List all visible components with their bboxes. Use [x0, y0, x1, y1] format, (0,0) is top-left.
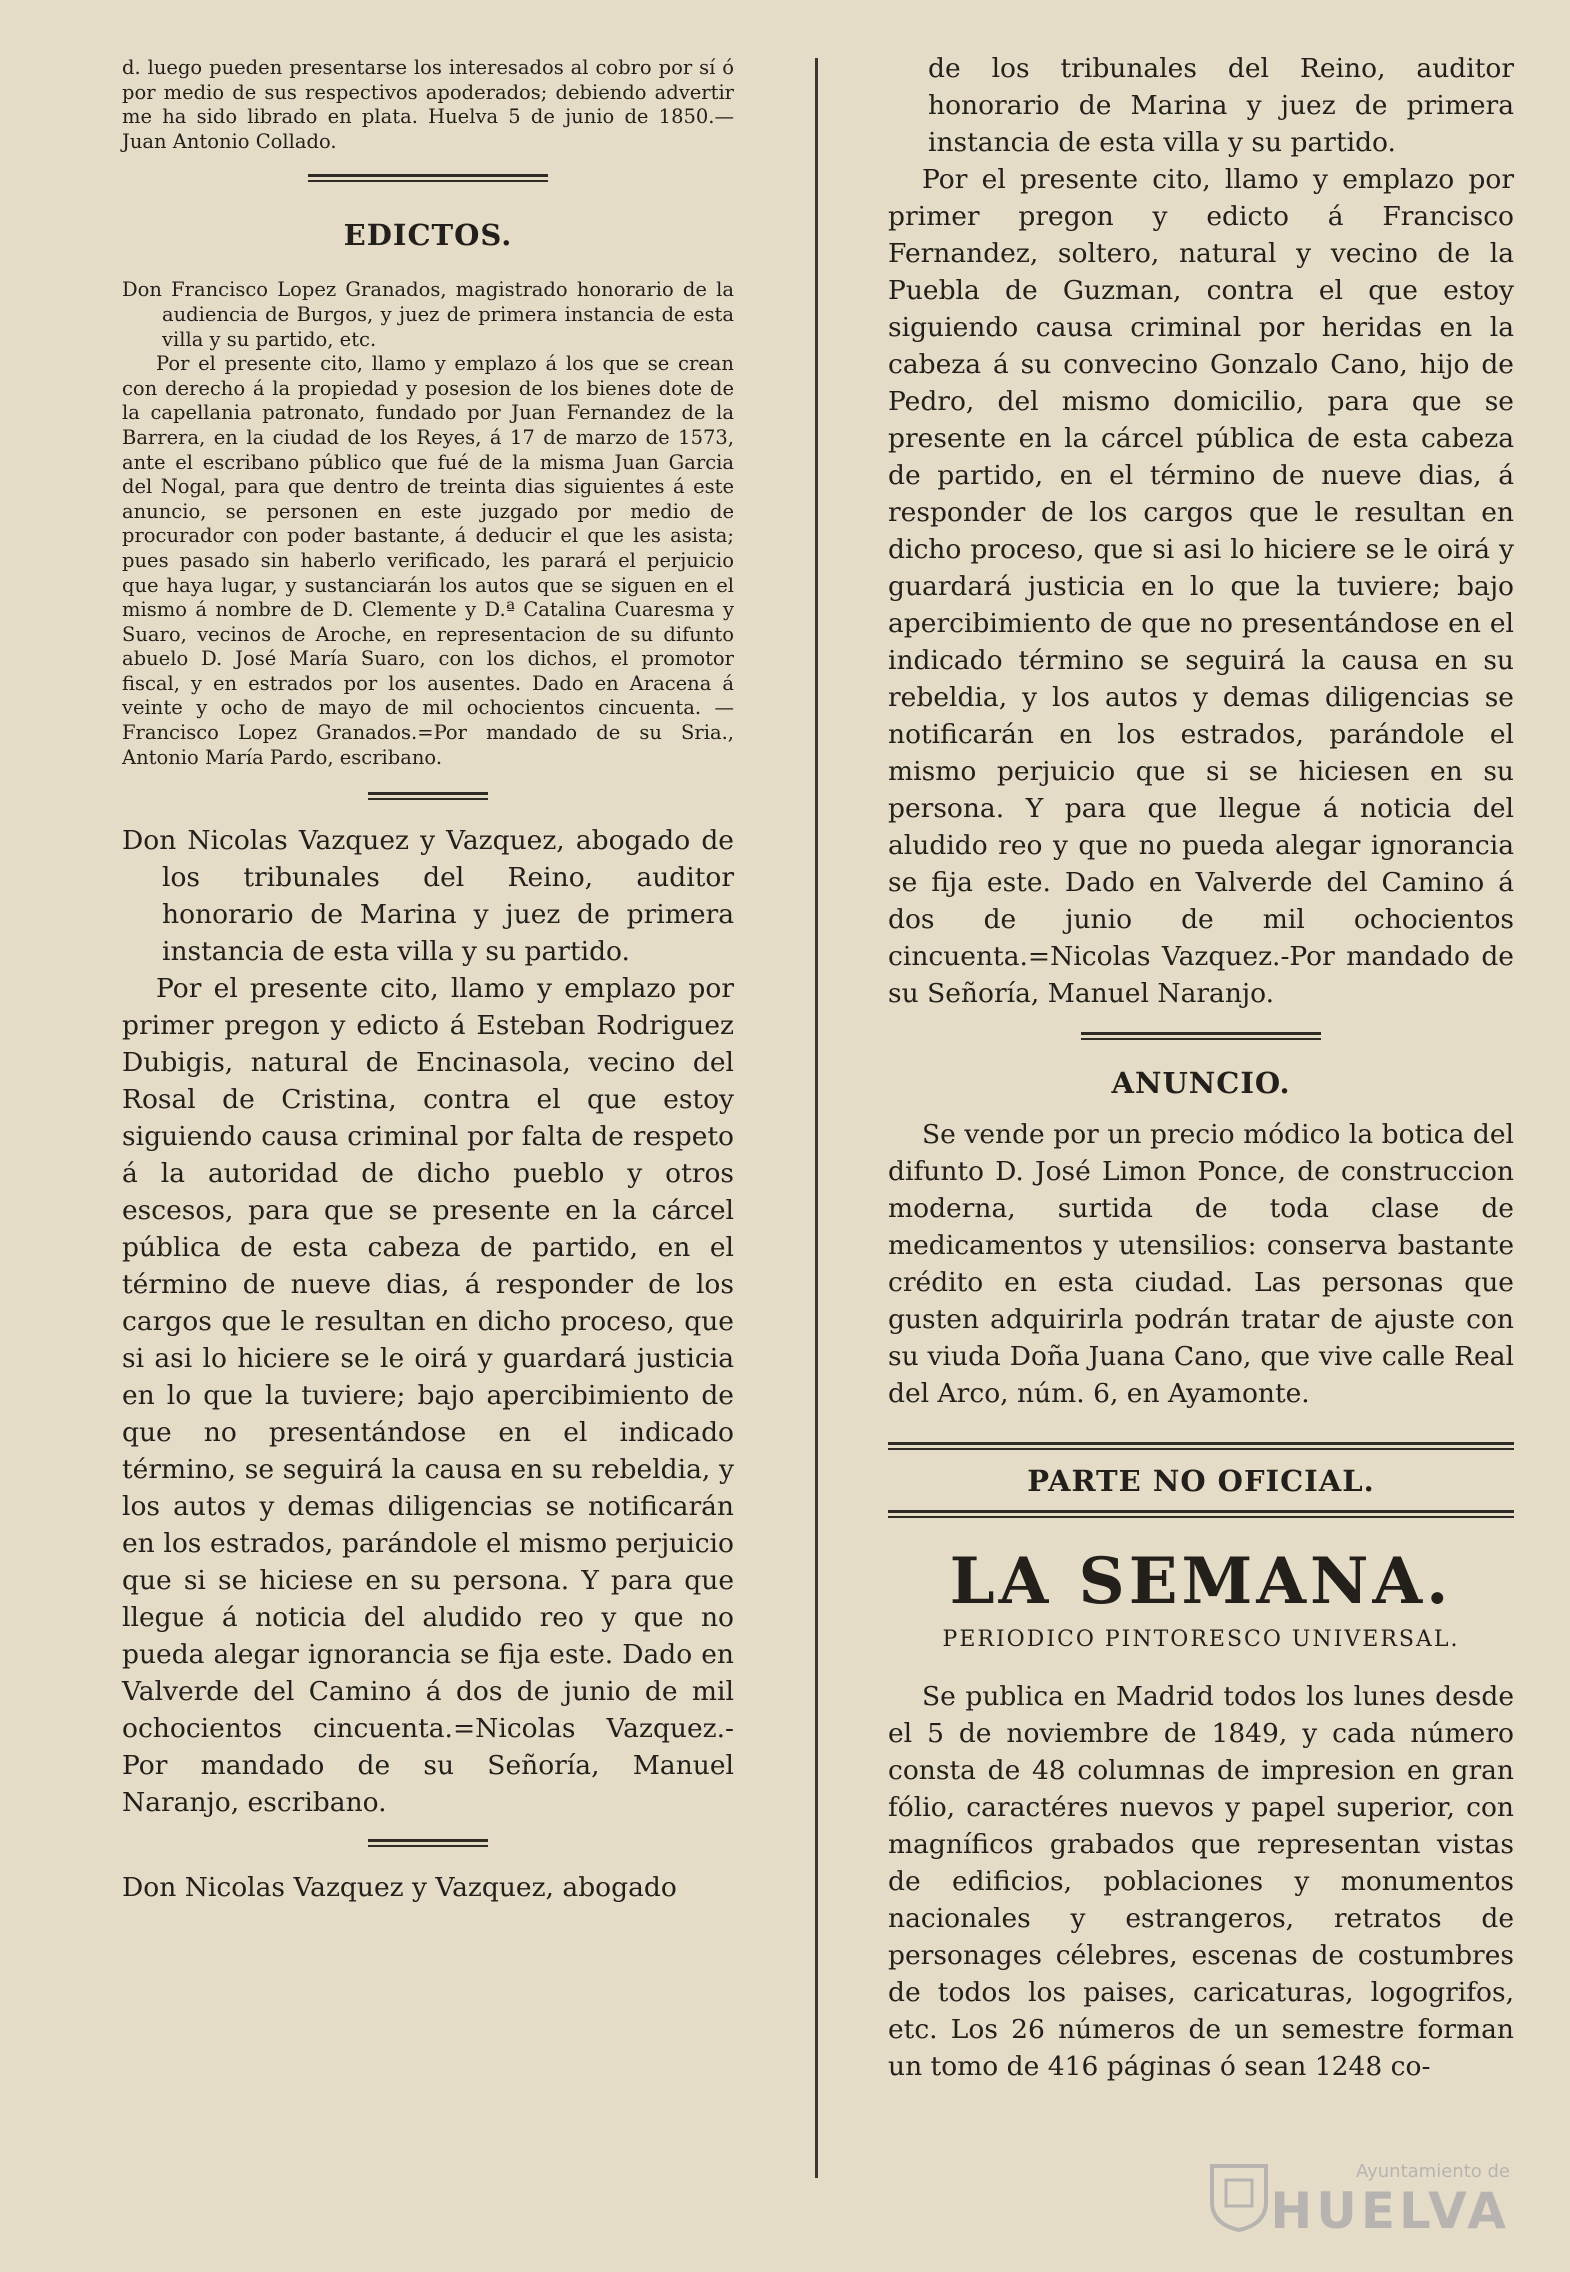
edict3-header-continued: de los tribunales del Reino, auditor honorario de Marina y juez de primera instancia de esta villa y su partido.: [928, 53, 1514, 158]
section-divider: [308, 174, 548, 184]
edict3-header-start: Don Nicolas Vazquez y Vazquez, abogado: [122, 1872, 677, 1904]
la-semana-subtitle: PERIODICO PINTORESCO UNIVERSAL.: [942, 1627, 1460, 1652]
right-column: [888, 0, 1514, 2085]
section-divider: [1081, 1032, 1321, 1042]
edict1-body: Por el presente cito, llamo y emplazo á los que se crean con derecho á la propiedad y posesion de los bienes dote de la capellania patronato, fundado por Juan Fernandez de la Barrera, en la ciudad de los Reyes, á 17 de marzo de 1573, ante el escribano público que fué de la misma Juan Garcia del Nogal, para que dentro de treinta dias siguientes á este anuncio, se personen en este juzgado por medio de procurador con poder bastante, á deducir el que les asista; pues pasado sin haberlo verificado, les parará el perjuicio que haya lugar, y sustanciarán los autos que se siguen en el mismo á nombre de D. Clemente y D.ª Catalina Cuaresma y Suaro, vecinos de Aroche, en representacion de su difunto abuelo D. José María Suaro, con los dichos, el promotor fiscal, y en estrados por los ausentes. Dado en Aracena á veinte y ocho de mayo de mil ochocientos cincuenta. —Francisco Lopez Granados.=Por mandado de su Sria., Antonio María Pardo, escribano.: [122, 352, 734, 769]
edict2-header: Don Nicolas Vazquez y Vazquez, abogado de los tribunales del Reino, auditor honorario de Marina y juez de primera instancia de esta villa y su partido.: [122, 825, 734, 968]
edictos-heading: EDICTOS.: [343, 218, 513, 253]
section-divider: [888, 1442, 1514, 1452]
edict3-body: Por el presente cito, llamo y emplazo por primer pregon y edicto á Francisco Fernandez, soltero, natural y vecino de la Puebla de Guzman, contra el que estoy siguiendo causa criminal por heridas en la cabeza á su convecino Gonzalo Cano, hijo de Pedro, del mismo domicilio, para que se presente en la cárcel pública de esta cabeza de partido, en el término de nueve dias, á responder de los cargos que le resultan en dicho proceso, que si asi lo hiciere se le oirá y guardará justicia en lo que la tuviere; bajo apercibimiento de que no presentándose en el indicado término se seguirá la causa en su rebeldia, y los autos y demas diligencias se notificarán en los estrados, parándole el mismo perjuicio que si se hiciesen en su persona. Y para que llegue á noticia del aludido reo y que no pueda alegar ignorancia se fija este. Dado en Valverde del Camino á dos de junio de mil ochocientos cincuenta.=Nicolas Vazquez.-Por mandado de su Señoría, Manuel Naranjo.: [888, 164, 1514, 1009]
section-divider: [368, 792, 488, 802]
section-divider: [888, 1510, 1514, 1520]
anuncio-body: Se vende por un precio módico la botica del difunto D. José Limon Ponce, de construccion moderna, surtida de toda clase de medicamentos y utensilios: conserva bastante crédito en esta ciudad. Las personas que gusten adquirirla podrán tratar de ajuste con su viuda Doña Juana Cano, que vive calle Real del Arco, núm. 6, en Ayamonte.: [888, 1119, 1514, 1409]
section-divider: [368, 1839, 488, 1849]
intro-paragraph: d. luego pueden presentarse los interesados al cobro por sí ó por medio de sus respectivos apoderados; debiendo advertir me ha sido librado en plata. Huelva 5 de junio de 1850.—Juan Antonio Collado.: [122, 56, 734, 153]
watermark-line1: Ayuntamiento de: [1356, 2161, 1510, 2182]
edict1-header: Don Francisco Lopez Granados, magistrado honorario de la audiencia de Burgos, y juez de primera instancia de esta villa y su partido, etc.: [122, 278, 734, 351]
watermark-line2: HUELVA: [1270, 2182, 1510, 2240]
left-column: [122, 0, 734, 1906]
la-semana-masthead: LA SEMANA.: [949, 1544, 1453, 1619]
parte-no-oficial-heading: PARTE NO OFICIAL.: [1027, 1464, 1375, 1498]
la-semana-body: Se publica en Madrid todos los lunes desde el 5 de noviembre de 1849, y cada número consta de 48 columnas de impresion en gran fólio, caractéres nuevos y papel superior, con magníficos grabados que representan vistas de edificios, poblaciones y monumentos nacionales y estrangeros, retratos de personages célebres, escenas de costumbres de todos los paises, caricaturas, logogrifos, etc. Los 26 números de un semestre forman un tomo de 416 páginas ó sean 1248 co-: [888, 1681, 1514, 2082]
edict2-body: Por el presente cito, llamo y emplazo por primer pregon y edicto á Esteban Rodriguez Dubigis, natural de Encinasola, vecino del Rosal de Cristina, contra el que estoy siguiendo causa criminal por falta de respeto á la autoridad de dicho pueblo y otros escesos, para que se presente en la cárcel pública de esta cabeza de partido, en el término de nueve dias, á responder de los cargos que le resultan en dicho proceso, que si asi lo hiciere se le oirá y guardará justicia en lo que la tuviere; bajo apercibimiento de que no presentándose en el indicado término, se seguirá la causa en su rebeldia, y los autos y demas diligencias se notificarán en los estrados, parándole el mismo perjuicio que si se hiciese en su persona. Y para que llegue á noticia del aludido reo y que no pueda alegar ignorancia se fija este. Dado en Valverde del Camino á dos de junio de mil ochocientos cincuenta.=Nicolas Vazquez.-Por mandado de su Señoría, Manuel Naranjo, escribano.: [122, 973, 734, 1819]
watermark: [1270, 2161, 1510, 2240]
city-seal-icon: [1208, 2162, 1270, 2236]
column-divider: [815, 58, 818, 2178]
anuncio-heading: ANUNCIO.: [1111, 1066, 1291, 1100]
